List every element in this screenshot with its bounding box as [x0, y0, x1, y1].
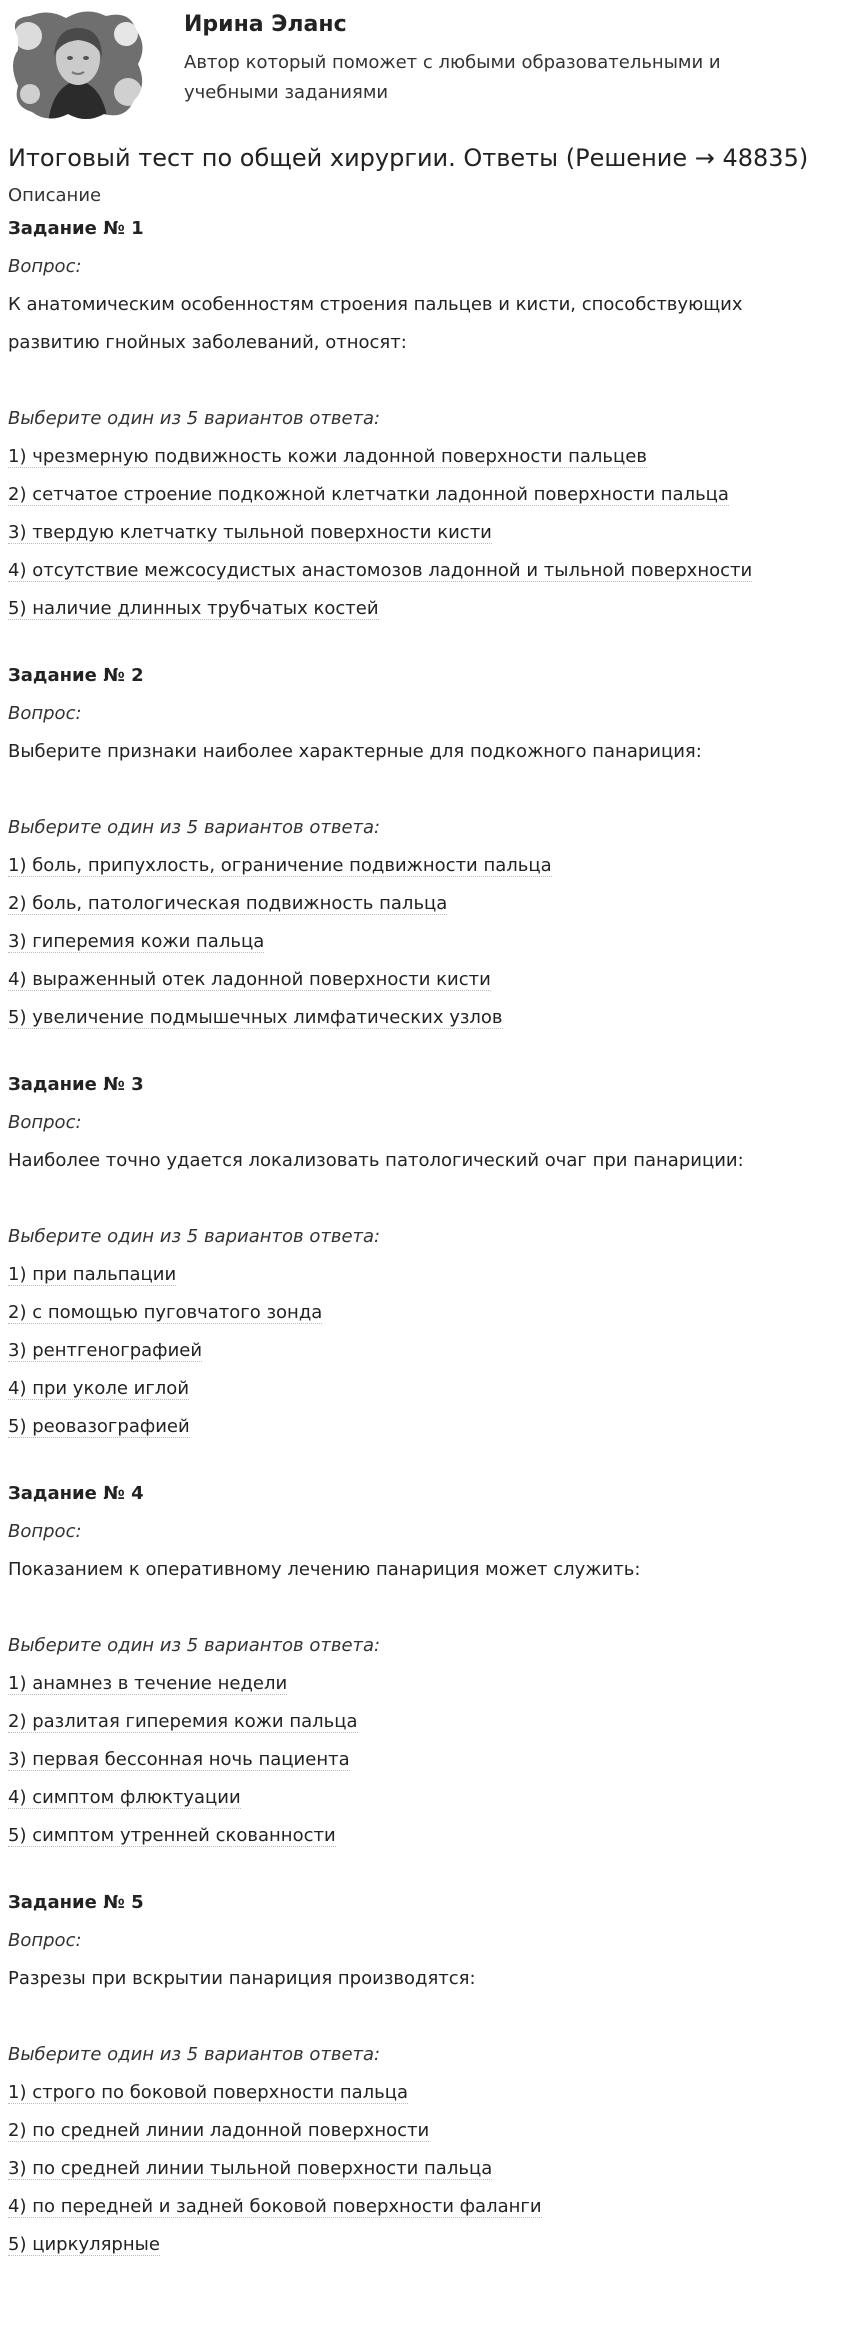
- task-list: [8, 210, 838, 2293]
- answer-option: [8, 438, 838, 476]
- answer-option: [8, 1370, 838, 1408]
- answer-option-text: 1) чрезмерную подвижность кожи ладонной поверхности пальцев: [8, 446, 647, 467]
- answer-option-text: 4) отсутствие межсосудистых анастомозов ладонной и тыльной поверхности: [8, 560, 753, 581]
- answer-option: [8, 1256, 838, 1294]
- question-label: Вопрос:: [8, 1930, 82, 1951]
- choose-label: Выберите один из 5 вариантов ответа:: [8, 2044, 381, 2065]
- answer-option-text: 3) гиперемия кожи пальца: [8, 931, 265, 952]
- answer-option-text: 5) наличие длинных трубчатых костей: [8, 598, 379, 619]
- answer-option-text: 1) при пальпации: [8, 1264, 177, 1285]
- answer-option-text: 4) при уколе иглой: [8, 1378, 190, 1399]
- answer-option: [8, 2188, 838, 2226]
- author-block: [0, 0, 847, 130]
- task-title: Задание № 4: [8, 1483, 144, 1504]
- answer-option: [8, 2112, 838, 2150]
- question-label: Вопрос:: [8, 256, 82, 277]
- task-title: Задание № 1: [8, 218, 144, 239]
- answer-option: [8, 1779, 838, 1817]
- question-label: Вопрос:: [8, 1521, 82, 1542]
- answer-option-text: 2) по средней линии ладонной поверхности: [8, 2120, 430, 2141]
- author-description: Автор который поможет с любыми образовательными и учебными заданиями: [184, 52, 721, 103]
- answer-option: [8, 476, 838, 514]
- answer-option-text: 1) боль, припухлость, ограничение подвижности пальца: [8, 855, 552, 876]
- task: [8, 1066, 838, 1446]
- answer-option: [8, 2226, 838, 2264]
- answer-option: [8, 961, 838, 999]
- author-name[interactable]: Ирина Эланс: [184, 12, 347, 37]
- answer-option: [8, 999, 838, 1037]
- answer-option-text: 4) выраженный отек ладонной поверхности кисти: [8, 969, 491, 990]
- answer-option: [8, 514, 838, 552]
- task: [8, 657, 838, 1037]
- author-photo[interactable]: [8, 6, 148, 124]
- question-text: Наиболее точно удается локализовать патологический очаг при панариции:: [8, 1150, 744, 1171]
- answer-option-text: 2) разлитая гиперемия кожи пальца: [8, 1711, 358, 1732]
- answer-option: [8, 1294, 838, 1332]
- answer-option: [8, 1408, 838, 1446]
- answer-option-text: 2) с помощью пуговчатого зонда: [8, 1302, 323, 1323]
- question-text: Выберите признаки наиболее характерные для подкожного панариция:: [8, 741, 702, 762]
- description-label: Описание: [8, 185, 102, 206]
- answer-option: [8, 552, 838, 590]
- answer-option-text: 4) симптом флюктуации: [8, 1787, 241, 1808]
- answer-option-text: 5) реовазографией: [8, 1416, 190, 1437]
- answer-option: [8, 847, 838, 885]
- answer-option-text: 5) симптом утренней скованности: [8, 1825, 336, 1846]
- choose-label: Выберите один из 5 вариантов ответа:: [8, 1226, 381, 1247]
- answer-option: [8, 1741, 838, 1779]
- choose-label: Выберите один из 5 вариантов ответа:: [8, 817, 381, 838]
- answer-option-text: 3) по средней линии тыльной поверхности пальца: [8, 2158, 493, 2179]
- answer-option: [8, 2150, 838, 2188]
- answer-option: [8, 923, 838, 961]
- answer-option-text: 5) увеличение подмышечных лимфатических узлов: [8, 1007, 503, 1028]
- answer-option-text: 3) рентгенографией: [8, 1340, 203, 1361]
- answer-option: [8, 2074, 838, 2112]
- answer-option-text: 2) сетчатое строение подкожной клетчатки ладонной поверхности пальца: [8, 484, 729, 505]
- answer-option-text: 3) первая бессонная ночь пациента: [8, 1749, 350, 1770]
- task: [8, 210, 838, 628]
- answer-option: [8, 1665, 838, 1703]
- answer-option-text: 3) твердую клетчатку тыльной поверхности кисти: [8, 522, 492, 543]
- page-title: Итоговый тест по общей хирургии. Ответы (Решение → 48835): [8, 144, 809, 172]
- question-text: Разрезы при вскрытии панариция производятся:: [8, 1968, 476, 1989]
- answer-option: [8, 885, 838, 923]
- answer-option: [8, 590, 838, 628]
- choose-label: Выберите один из 5 вариантов ответа:: [8, 408, 381, 429]
- answer-option-text: 4) по передней и задней боковой поверхности фаланги: [8, 2196, 542, 2217]
- task-title: Задание № 5: [8, 1892, 144, 1913]
- choose-label: Выберите один из 5 вариантов ответа:: [8, 1635, 381, 1656]
- answer-option-text: 1) строго по боковой поверхности пальца: [8, 2082, 409, 2103]
- question-label: Вопрос:: [8, 703, 82, 724]
- task-title: Задание № 3: [8, 1074, 144, 1095]
- answer-option: [8, 1703, 838, 1741]
- answer-option-text: 5) циркулярные: [8, 2234, 160, 2255]
- task: [8, 1884, 838, 2264]
- task-title: Задание № 2: [8, 665, 144, 686]
- answer-option: [8, 1332, 838, 1370]
- answer-option-text: 2) боль, патологическая подвижность пальца: [8, 893, 448, 914]
- answer-option-text: 1) анамнез в течение недели: [8, 1673, 288, 1694]
- question-text: К анатомическим особенностям строения пальцев и кисти, способствующих развитию гнойных заболеваний, относят:: [8, 294, 743, 353]
- question-label: Вопрос:: [8, 1112, 82, 1133]
- task: [8, 1475, 838, 1855]
- question-text: Показанием к оперативному лечению панариция может служить:: [8, 1559, 641, 1580]
- answer-option: [8, 1817, 838, 1855]
